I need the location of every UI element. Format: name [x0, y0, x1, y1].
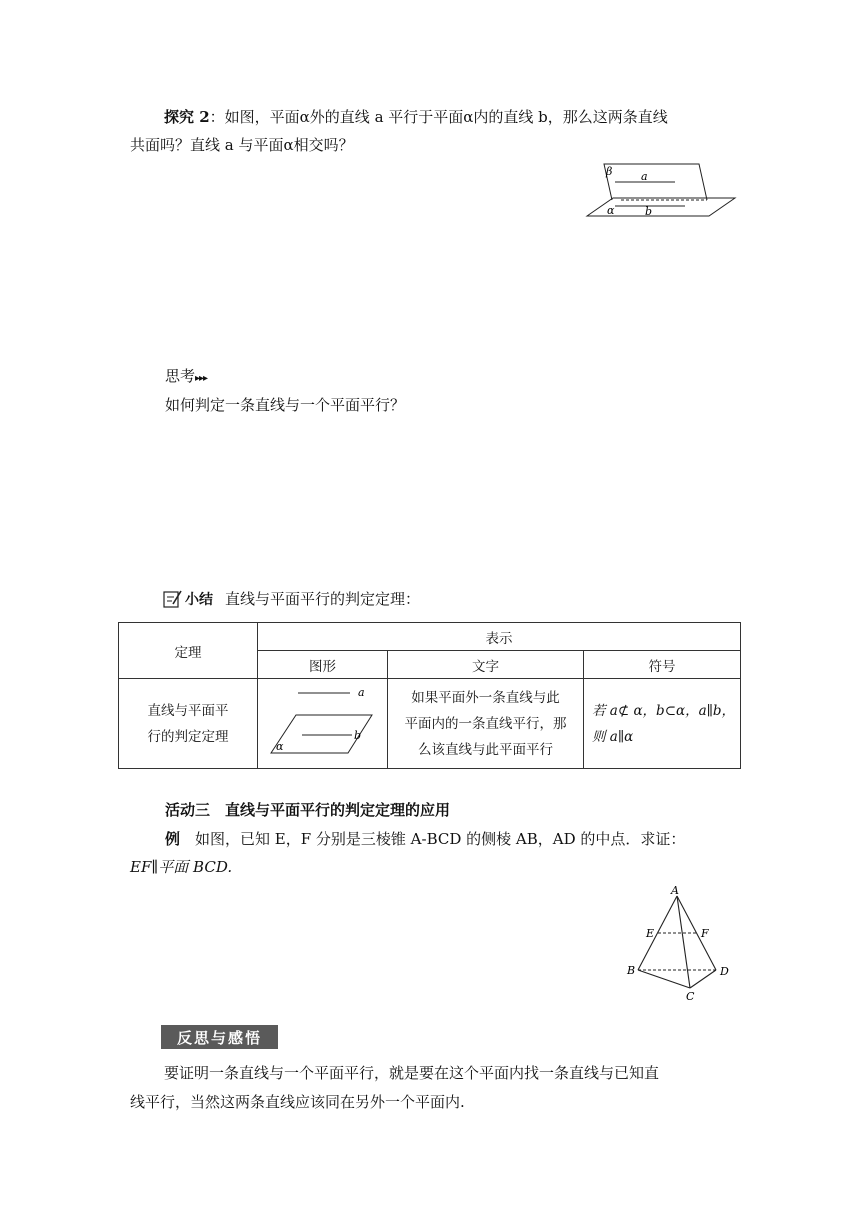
cell-figure	[258, 679, 388, 769]
label-alpha: α	[607, 204, 615, 217]
cell-theorem-name	[119, 679, 258, 769]
header-figure: 图形	[258, 651, 388, 679]
reflection-line1: 要证明一条直线与一个平面平行，就是要在这个平面内找一条直线与已知直	[164, 1064, 660, 1082]
think-heading	[165, 365, 207, 386]
pencil-note-icon	[163, 589, 183, 609]
edge-BC	[638, 970, 690, 988]
point-label-E: E	[646, 927, 655, 940]
explore2-line1: ：如图，平面α外的直线 a 平行于平面α内的直线 b，那么这两条直线	[209, 108, 668, 126]
text-line3: 么该直线与此平面平行	[418, 741, 553, 758]
header-theorem: 定理	[119, 623, 258, 679]
tetrahedron-figure	[624, 884, 744, 1004]
plane-line-figure	[268, 683, 378, 761]
activity3-title: 活动三 直线与平面平行的判定定理的应用	[165, 801, 451, 819]
planes-figure	[585, 160, 745, 220]
example-line2: EF∥平面 BCD.	[130, 858, 233, 876]
label-a: a	[641, 170, 648, 183]
header-represent: 表示	[258, 623, 741, 651]
example-line1: 如图，已知 E，F 分别是三棱锥 A-BCD 的侧棱 AB，AD 的中点．求证：	[180, 830, 686, 848]
example-paragraph	[165, 825, 745, 853]
header-symbol: 符号	[584, 651, 741, 679]
edge-CD	[690, 970, 716, 988]
example-label: 例	[165, 830, 181, 848]
point-label-F: F	[701, 927, 709, 940]
think-label: 思考	[165, 367, 196, 385]
summary-heading	[163, 588, 420, 609]
text-line1: 如果平面外一条直线与此	[411, 689, 560, 706]
reflection-badge: 反思与感悟	[161, 1025, 278, 1049]
label-beta: β	[606, 165, 613, 178]
label-b: b	[645, 205, 653, 218]
fig-label-a: a	[357, 685, 365, 699]
cell-symbol	[584, 679, 741, 769]
edge-AB	[638, 896, 677, 970]
symbol-line1: 若 a⊄ α，b⊂α，a∥b，	[592, 702, 736, 719]
edge-AD	[677, 896, 716, 970]
edge-AC	[677, 896, 690, 988]
explore2-paragraph	[164, 103, 744, 131]
think-question: 如何判定一条直线与一个平面平行？	[165, 396, 406, 414]
explore2-label: 探究 2	[164, 108, 210, 126]
fig-label-b: b	[353, 728, 361, 742]
think-arrows-icon: ▸▸▸	[195, 373, 208, 384]
theorem-name-line1: 直线与平面平	[147, 702, 229, 719]
vertex-label-A: A	[671, 884, 679, 897]
fig-label-alpha: α	[275, 739, 283, 753]
header-text: 文字	[388, 651, 584, 679]
summary-icon-label: 小结	[185, 591, 213, 608]
vertex-label-B: B	[627, 964, 636, 977]
summary-text: 直线与平面平行的判定定理：	[225, 590, 421, 608]
symbol-line2: 则 a∥α	[592, 728, 634, 745]
text-line2: 平面内的一条直线平行，那	[404, 715, 567, 732]
vertex-label-D: D	[720, 965, 729, 978]
theorem-table	[118, 622, 741, 769]
theorem-name-line2: 行的判定定理	[147, 728, 229, 745]
explore2-line2: 共面吗？直线 a 与平面α相交吗？	[130, 136, 354, 154]
reflection-line2: 线平行，当然这两条直线应该同在另外一个平面内.	[130, 1093, 465, 1111]
cell-text	[388, 679, 584, 769]
vertex-label-C: C	[686, 990, 695, 1003]
